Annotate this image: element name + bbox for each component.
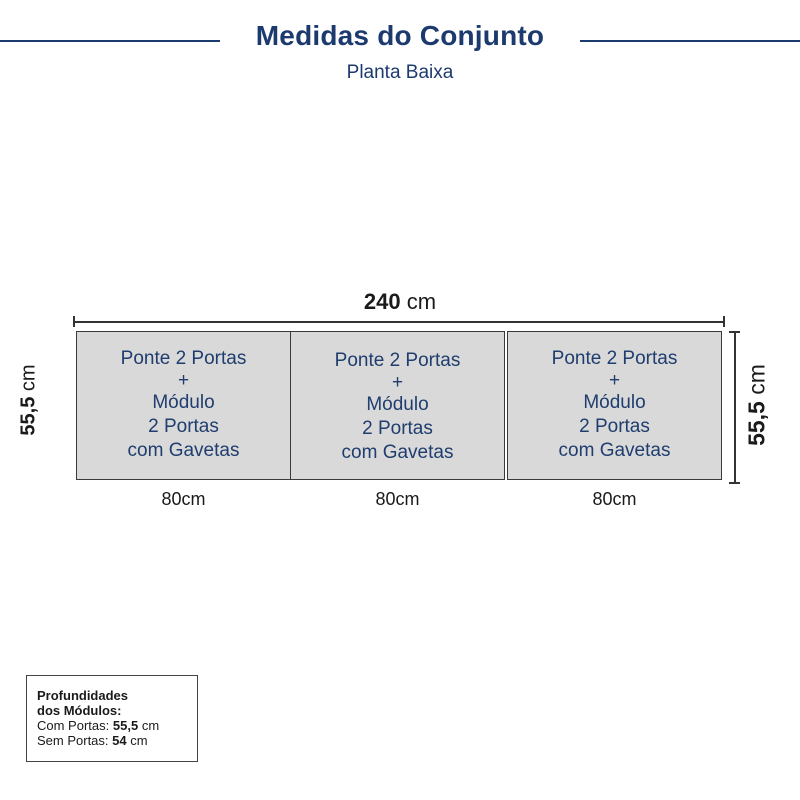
depth-info-box bbox=[26, 675, 198, 762]
total-width-tick-left bbox=[73, 316, 75, 327]
module-1-line-4: 2 Portas bbox=[148, 416, 219, 437]
total-width-tick-right bbox=[723, 316, 725, 327]
info-heading-line-1: Profundidades bbox=[37, 688, 129, 703]
module-2-line-1: Ponte 2 Portas bbox=[334, 350, 461, 371]
info-heading-line-2: dos Módulos: bbox=[37, 703, 122, 718]
total-width-value: 240 bbox=[363, 289, 401, 314]
module-3-line-1: Ponte 2 Portas bbox=[551, 348, 678, 369]
depth-left-unit: cm bbox=[17, 364, 40, 392]
info-row-2-label: Sem Portas: bbox=[37, 733, 109, 748]
depth-label-right bbox=[744, 364, 771, 446]
module-2-line-2: + bbox=[391, 372, 404, 393]
module-2-line-4: 2 Portas bbox=[362, 418, 433, 439]
depth-tick-top bbox=[729, 331, 740, 333]
info-row-without-doors bbox=[37, 733, 197, 748]
depth-tick-bottom bbox=[729, 482, 740, 484]
depth-label-left bbox=[18, 364, 41, 435]
depth-right-value: 55,5 bbox=[743, 401, 770, 446]
module-1-line-2: + bbox=[177, 370, 190, 391]
page-subtitle: Planta Baixa bbox=[346, 62, 454, 83]
module-1-line-3: Módulo bbox=[152, 392, 215, 413]
module-2 bbox=[290, 331, 505, 480]
module-2-width: 80cm bbox=[375, 489, 420, 509]
info-row-2-value: 54 bbox=[112, 733, 127, 748]
module-1-line-1: Ponte 2 Portas bbox=[120, 348, 247, 369]
module-2-line-3: Módulo bbox=[366, 394, 429, 415]
total-width-line bbox=[74, 321, 724, 323]
module-3 bbox=[507, 331, 722, 480]
depth-line-right bbox=[734, 331, 736, 483]
info-row-1-unit: cm bbox=[141, 718, 160, 733]
info-row-1-label: Com Portas: bbox=[37, 718, 110, 733]
total-width-label bbox=[0, 289, 800, 315]
module-3-width: 80cm bbox=[592, 489, 637, 509]
info-row-with-doors bbox=[37, 718, 197, 733]
module-1-line-5: com Gavetas bbox=[127, 440, 240, 461]
info-row-1-value: 55,5 bbox=[112, 718, 139, 733]
module-3-line-4: 2 Portas bbox=[579, 416, 650, 437]
module-2-line-5: com Gavetas bbox=[341, 442, 454, 463]
module-3-line-2: + bbox=[608, 370, 621, 391]
page-title: Medidas do Conjunto bbox=[255, 20, 545, 51]
module-3-line-5: com Gavetas bbox=[558, 440, 671, 461]
total-width-unit: cm bbox=[406, 289, 437, 314]
module-1-width: 80cm bbox=[161, 489, 206, 509]
info-row-2-unit: cm bbox=[130, 733, 148, 748]
depth-left-value: 55,5 bbox=[17, 396, 40, 436]
module-1 bbox=[76, 331, 291, 480]
depth-right-unit: cm bbox=[743, 364, 770, 395]
module-3-line-3: Módulo bbox=[583, 392, 646, 413]
